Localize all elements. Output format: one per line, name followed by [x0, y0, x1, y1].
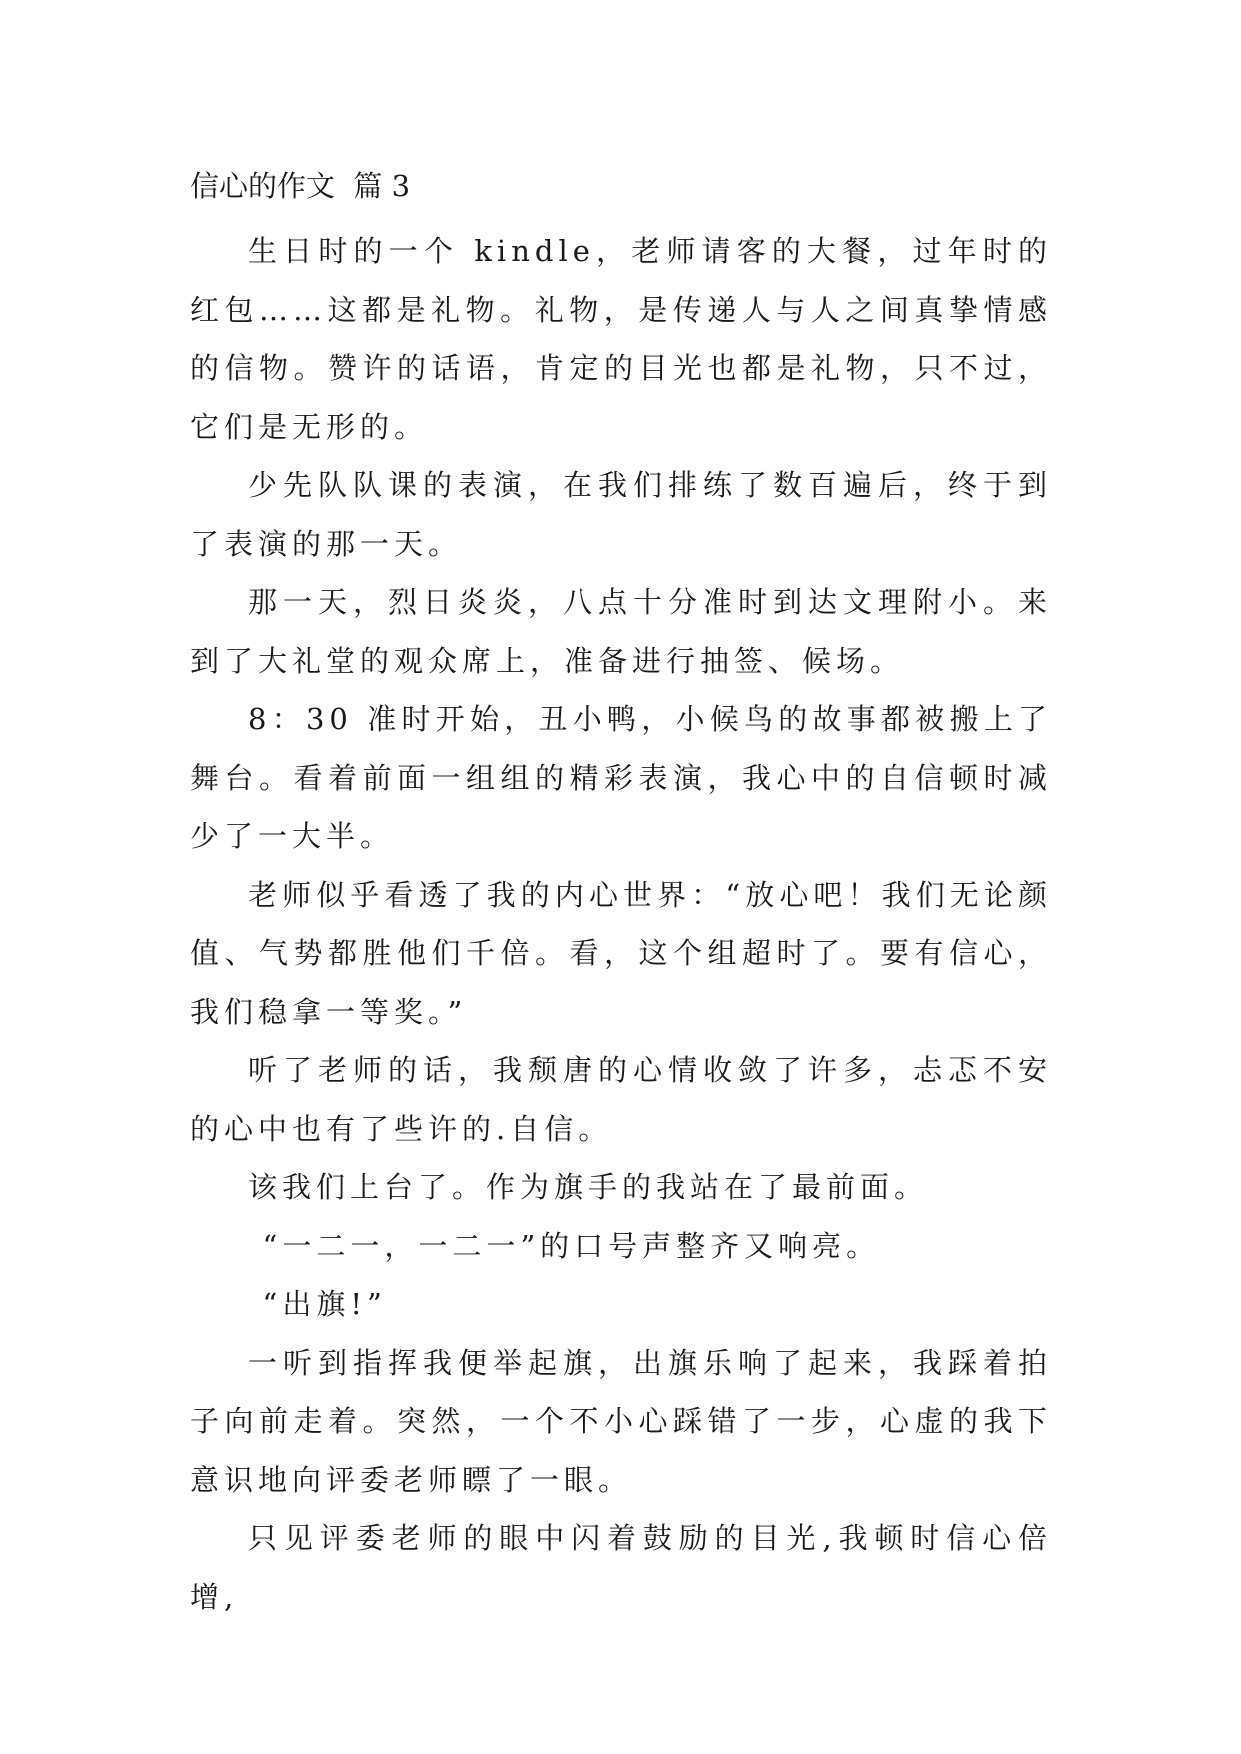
paragraph-6: 听了老师的话，我颓唐的心情收敛了许多，忐忑不安的心中也有了些许的.自信。	[190, 1053, 1052, 1146]
paragraph-3: 那一天，烈日炎炎，八点十分准时到达文理附小。来到了大礼堂的观众席上，准备进行抽签、候场。	[190, 585, 1052, 678]
paragraph-10: 一听到指挥我便举起旗，出旗乐响了起来，我踩着拍子向前走着。突然，一个不小心踩错了一步，心虚的我下意识地向评委老师瞟了一眼。	[190, 1345, 1052, 1497]
document-page	[190, 164, 1052, 1626]
paragraph-5: 老师似乎看透了我的内心世界：“放心吧！我们无论颜值、气势都胜他们千倍。看，这个组超时了。要有信心，我们稳拿一等奖。”	[190, 877, 1052, 1029]
paragraph-8: “一二一，一二一”的口号声整齐又响亮。	[262, 1228, 881, 1263]
document-title: 信心的作文 篇 3	[190, 169, 411, 203]
paragraph-7: 该我们上台了。作为旗手的我站在了最前面。	[248, 1170, 929, 1204]
paragraph-4: 8：30 准时开始，丑小鸭，小候鸟的故事都被搬上了舞台。看着前面一组组的精彩表演，我心中的自信顿时减少了一大半。	[190, 702, 1052, 853]
paragraph-2: 少先队队课的表演，在我们排练了数百遍后，终于到了表演的那一天。	[190, 468, 1052, 561]
paragraph-1: 生日时的一个 kindle，老师请客的大餐，过年时的红包……这都是礼物。礼物，是传递人与人之间真挚情感的信物。赞许的话语，肯定的目光也都是礼物，只不过，它们是无形的。	[190, 234, 1052, 444]
paragraph-9: “出旗!”	[262, 1287, 387, 1321]
paragraph-11: 只见评委老师的眼中闪着鼓励的目光,我顿时信心倍增,	[190, 1521, 1052, 1614]
